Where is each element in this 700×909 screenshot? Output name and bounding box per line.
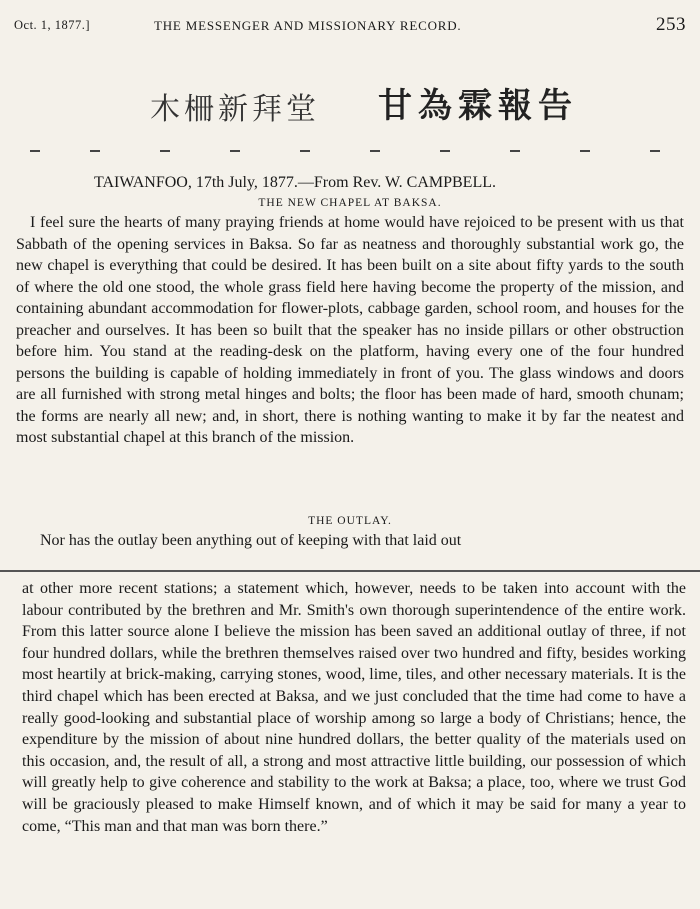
- annotation-chapel-title: 木柵新拜堂: [150, 92, 320, 127]
- running-head: [14, 14, 686, 36]
- section-heading-outlay: THE OUTLAY.: [308, 515, 392, 527]
- paragraph-outlay-first-line: Nor has the outlay been anything out of keeping with that laid out: [40, 532, 462, 549]
- article-upper: [16, 172, 684, 552]
- annotation-report-title: 甘為霖報告: [378, 86, 578, 126]
- paragraph-outlay-continuation: at other more recent stations; a statement which, however, needs to be taken into account with the labour contributed by the brethren and Mr. Smith's own thorough superintendence of the entire work. From this latter source alone I believe the mission has been saved an additional outlay of three, if not four hundred dollars, while the brethren themselves raised over two hundred and fifty, besides working most heartily at brick-making, carrying stones, wood, lime, tiles, and other necessary materials. It is the third chapel which has been erected at Baksa, and we just concluded that the time had come to have a really good-looking and substantial place of worship among so large a body of Christians; hence, the expenditure by the mission of about nine hundred dollars, the better quality of the materials used on this occasion, and, the result of all, a strong and most attractive little building, our possession of which will greatly help to give coherence and stability to the work at Baksa; a place, too, where we trust God will be graciously pleased to make Himself known, and of which it may be said for many a year to come, “This man and that man was born there.”: [22, 580, 686, 835]
- page-divider: [0, 570, 700, 572]
- handwritten-annotation: [0, 78, 700, 127]
- issue-date: Oct. 1, 1877.]: [14, 18, 91, 32]
- article-dateline: TAIWANFOO, 17th July, 1877.—From Rev. W. CAMPBELL.: [94, 174, 496, 191]
- page-number: 253: [656, 14, 686, 35]
- article-lower: [22, 578, 686, 904]
- publication-title: THE MESSENGER AND MISSIONARY RECORD.: [154, 18, 462, 33]
- section-heading-new-chapel: THE NEW CHAPEL AT BAKSA.: [258, 197, 442, 209]
- paragraph-new-chapel: I feel sure the hearts of many praying friends at home would have rejoiced to be present with us that Sabbath of the opening services in Baksa. So far as neatness and thoroughly substantial work go, the new chapel is everything that could be desired. It has been built on a site about fifty yards to the south of where the old one stood, the whole grass field here having become the property of the mission, and containing abundant accommodation for flower-plots, cabbage garden, school room, and houses for the preacher and ourselves. It has been so built that the speaker has no inside pillars or other obstruction before him. You stand at the reading-desk on the platform, having every one of the four hundred persons the building is capable of holding immediately in front of you. The glass windows and doors are all furnished with strong metal hinges and bolts; the floor has been made of hard, smooth chunam; the forms are nearly all new; and, in short, there is nothing wanting to make it by far the neatest and most substantial chapel at this branch of the mission.: [16, 214, 684, 446]
- separator-dashes: [30, 150, 670, 154]
